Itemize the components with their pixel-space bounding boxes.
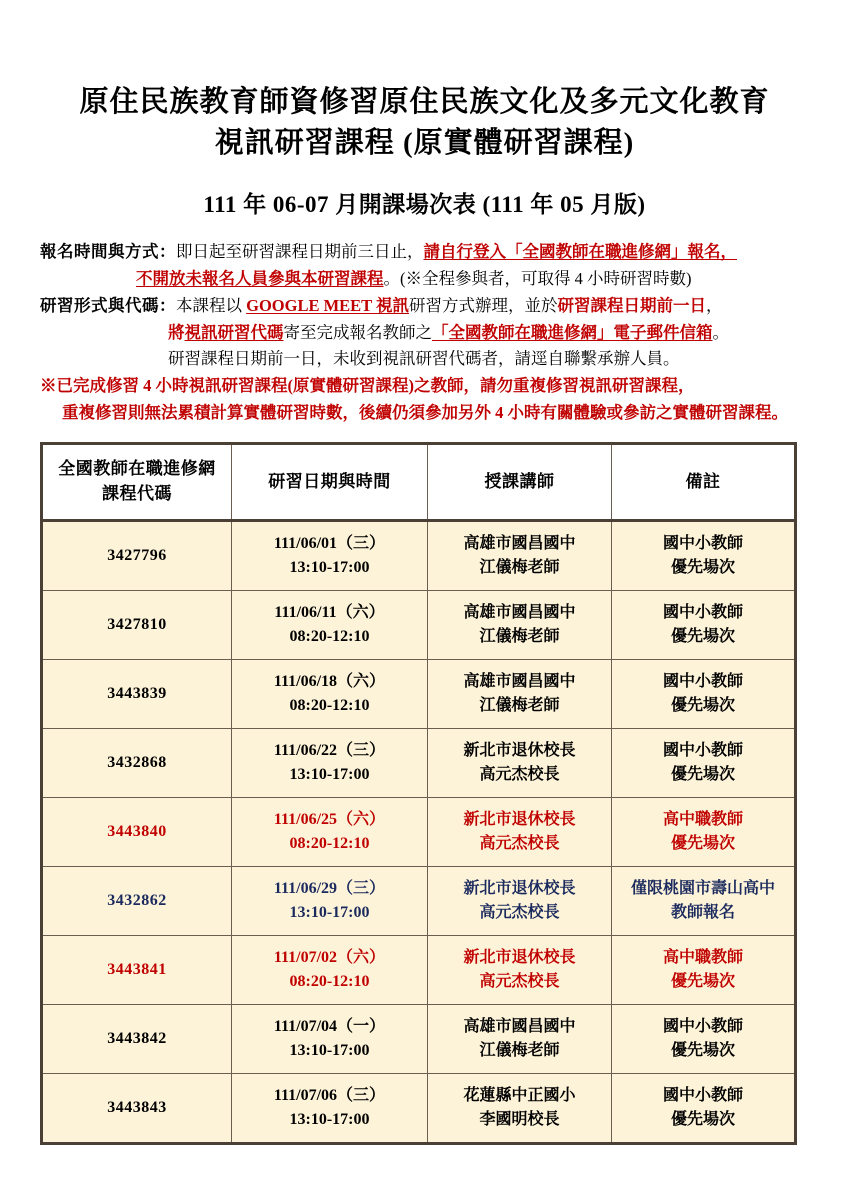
note-format-line3-text: 研習課程日期前一日，未收到視訊研習代碼者，請逕自聯繫承辦人員。	[168, 349, 680, 369]
note-format-seg-4-highlight: 研習課程日期前一日	[557, 295, 707, 315]
cell-remarks-line-2: 優先場次	[670, 627, 735, 645]
cell-remarks	[612, 590, 796, 659]
cell-time: 13:10-17:00	[289, 558, 370, 576]
cell-lecturer-org: 新北市退休校長	[463, 741, 576, 759]
cell-remarks	[612, 520, 796, 590]
note-format-label: 研習形式與代碼：	[40, 295, 176, 315]
cell-time: 13:10-17:00	[289, 903, 370, 921]
cell-remarks-line-1: 僅限桃園市壽山高中	[630, 879, 775, 897]
cell-date: 111/06/22（三）	[273, 741, 386, 759]
cell-course-code: 3443842	[42, 1004, 232, 1073]
note-registration-line2-tail: 。(※全程參與者，可取得 4 小時研習時數)	[383, 269, 692, 289]
note-format-seg-1: 本課程以	[176, 295, 247, 315]
cell-lecturer-name: 江儀梅老師	[479, 627, 560, 645]
cell-lecturer	[428, 935, 612, 1004]
cell-lecturer	[428, 659, 612, 728]
cell-lecturer-org: 新北市退休校長	[463, 948, 576, 966]
cell-course-code: 3427810	[42, 590, 232, 659]
note-format-line2-mailbox-highlight: 「全國教師在職進修網」電子郵件信箱	[432, 322, 713, 342]
cell-date-time	[232, 1073, 428, 1143]
table-row	[42, 728, 796, 797]
cell-course-code: 3443839	[42, 659, 232, 728]
note-registration-text	[176, 239, 809, 266]
cell-remarks-line-1: 國中小教師	[662, 1086, 743, 1104]
note-format-line2-seg-1: 將	[168, 322, 185, 342]
cell-lecturer	[428, 866, 612, 935]
notes-section	[40, 239, 809, 426]
cell-date-time	[232, 1004, 428, 1073]
cell-remarks	[612, 866, 796, 935]
cell-date-time	[232, 935, 428, 1004]
cell-remarks	[612, 728, 796, 797]
schedule-table-head	[42, 444, 796, 520]
cell-time: 08:20-12:10	[289, 834, 370, 852]
column-header-date-time-label: 研習日期與時間	[268, 471, 391, 491]
cell-date: 111/06/11（六）	[274, 603, 385, 621]
document-title-line-1: 原住民族教育師資修習原住民族文化及多元文化教育	[79, 86, 770, 118]
cell-remarks-line-2: 優先場次	[670, 972, 735, 990]
schedule-table-body	[42, 520, 796, 1143]
cell-lecturer-name: 高元杰校長	[479, 765, 560, 783]
cell-date-time	[232, 659, 428, 728]
cell-remarks	[612, 1073, 796, 1143]
cell-date-time	[232, 728, 428, 797]
note-registration-seg-2-highlight: 請自行登入「全國教師在職進修網」報名，	[423, 242, 737, 262]
warning-line-2: 重複修習則無法累積計算實體研習時數，後續仍須參加另外 4 小時有關體驗或參訪之實體研習課程。	[62, 402, 788, 422]
table-row	[42, 1073, 796, 1143]
cell-time: 13:10-17:00	[289, 1110, 370, 1128]
note-registration-line-1	[40, 239, 809, 266]
cell-lecturer-name: 高元杰校長	[479, 903, 560, 921]
cell-remarks-line-2: 優先場次	[670, 1110, 735, 1128]
cell-course-code: 3432862	[42, 866, 232, 935]
cell-lecturer	[428, 797, 612, 866]
cell-lecturer-org: 高雄市國昌國中	[463, 534, 576, 552]
document-subtitle: 111 年 06-07 月開課場次表 (111 年 05 月版)	[203, 192, 646, 218]
document-title-block	[40, 0, 809, 219]
cell-time: 08:20-12:10	[289, 972, 370, 990]
table-row	[42, 797, 796, 866]
cell-date: 111/06/18（六）	[273, 672, 386, 690]
cell-date-time	[232, 797, 428, 866]
cell-remarks-line-1: 高中職教師	[662, 810, 743, 828]
cell-lecturer-name: 李國明校長	[479, 1110, 560, 1128]
document-title-line-2: 視訊研習課程 (原實體研習課程)	[214, 127, 635, 160]
cell-lecturer-name: 江儀梅老師	[479, 558, 560, 576]
warning-line-1: ※已完成修習 4 小時視訊研習課程(原實體研習課程)之教師，請勿重複修習視訊研習課程，	[40, 375, 695, 395]
cell-date-time	[232, 520, 428, 590]
cell-date: 111/07/04（一）	[273, 1017, 386, 1035]
table-header-row	[42, 444, 796, 520]
cell-lecturer-org: 高雄市國昌國中	[463, 672, 576, 690]
table-row	[42, 659, 796, 728]
column-header-course-code	[42, 444, 232, 520]
note-format-seg-5: ，	[706, 295, 723, 315]
cell-remarks-line-1: 高中職教師	[662, 948, 743, 966]
cell-remarks	[612, 659, 796, 728]
column-header-lecturer-label: 授課講師	[484, 471, 555, 491]
note-format-google-meet-highlight: GOOGLE MEET 視訊	[246, 295, 410, 315]
cell-date: 111/06/25（六）	[273, 810, 386, 828]
cell-lecturer	[428, 520, 612, 590]
cell-lecturer	[428, 590, 612, 659]
table-row	[42, 520, 796, 590]
table-row	[42, 866, 796, 935]
cell-remarks	[612, 1004, 796, 1073]
column-header-course-code-line-2: 課程代碼	[102, 484, 172, 504]
note-format-line-1	[40, 293, 809, 320]
column-header-course-code-line-1: 全國教師在職進修網	[58, 459, 216, 479]
column-header-remarks	[612, 444, 796, 520]
note-registration-line2-highlight: 不開放未報名人員參與本研習課程	[136, 269, 384, 289]
cell-lecturer-org: 高雄市國昌國中	[463, 1017, 576, 1035]
cell-remarks-line-2: 優先場次	[670, 558, 735, 576]
cell-lecturer-name: 江儀梅老師	[479, 1041, 560, 1059]
cell-time: 08:20-12:10	[289, 627, 370, 645]
table-row	[42, 590, 796, 659]
cell-lecturer	[428, 1073, 612, 1143]
cell-lecturer-name: 高元杰校長	[479, 972, 560, 990]
cell-lecturer-org: 高雄市國昌國中	[463, 603, 576, 621]
cell-lecturer-org: 新北市退休校長	[463, 810, 576, 828]
cell-remarks-line-1: 國中小教師	[662, 534, 743, 552]
cell-course-code: 3443843	[42, 1073, 232, 1143]
cell-date: 111/07/02（六）	[273, 948, 386, 966]
note-registration-label: 報名時間與方式：	[40, 242, 176, 262]
note-format-text	[176, 293, 809, 320]
cell-lecturer-name: 高元杰校長	[479, 834, 560, 852]
cell-date-time	[232, 866, 428, 935]
cell-date: 111/07/06（三）	[273, 1086, 386, 1104]
column-header-lecturer	[428, 444, 612, 520]
cell-lecturer	[428, 1004, 612, 1073]
cell-remarks-line-2: 優先場次	[670, 765, 735, 783]
cell-remarks-line-2: 優先場次	[670, 834, 735, 852]
cell-remarks-line-2: 優先場次	[670, 1041, 735, 1059]
cell-course-code: 3432868	[42, 728, 232, 797]
cell-lecturer	[428, 728, 612, 797]
cell-remarks-line-1: 國中小教師	[662, 1017, 743, 1035]
cell-date: 111/06/01（三）	[273, 534, 386, 552]
note-registration-line-2	[40, 266, 809, 293]
cell-remarks	[612, 797, 796, 866]
cell-remarks-line-2: 優先場次	[670, 696, 735, 714]
cell-time: 13:10-17:00	[289, 1041, 370, 1059]
cell-course-code: 3427796	[42, 520, 232, 590]
note-format-line-2	[40, 320, 809, 347]
cell-date-time	[232, 590, 428, 659]
note-format-line2-code-highlight: 視訊研習代碼	[184, 322, 284, 342]
table-row	[42, 1004, 796, 1073]
note-format-seg-3: 研習方式辦理，並於	[409, 295, 558, 315]
cell-remarks-line-1: 國中小教師	[662, 741, 743, 759]
note-format-line-3	[40, 346, 809, 373]
cell-time: 08:20-12:10	[289, 696, 370, 714]
note-format-line2-seg-2: 寄至完成報名教師之	[283, 322, 432, 342]
cell-remarks	[612, 935, 796, 1004]
note-format-line2-seg-3: 。	[712, 322, 729, 342]
column-header-remarks-label: 備註	[685, 471, 721, 491]
schedule-table	[40, 442, 797, 1144]
cell-course-code: 3443840	[42, 797, 232, 866]
note-registration-seg-1: 即日起至研習課程日期前三日止，	[176, 242, 424, 262]
cell-date: 111/06/29（三）	[273, 879, 386, 897]
cell-remarks-line-1: 國中小教師	[662, 672, 743, 690]
table-row	[42, 935, 796, 1004]
column-header-date-time	[232, 444, 428, 520]
cell-lecturer-name: 江儀梅老師	[479, 696, 560, 714]
cell-remarks-line-1: 國中小教師	[662, 603, 743, 621]
cell-remarks-line-2: 教師報名	[670, 903, 735, 921]
schedule-table-wrapper	[40, 442, 809, 1144]
cell-lecturer-org: 新北市退休校長	[463, 879, 576, 897]
cell-course-code: 3443841	[42, 935, 232, 1004]
cell-lecturer-org: 花蓮縣中正國小	[463, 1086, 576, 1104]
cell-time: 13:10-17:00	[289, 765, 370, 783]
